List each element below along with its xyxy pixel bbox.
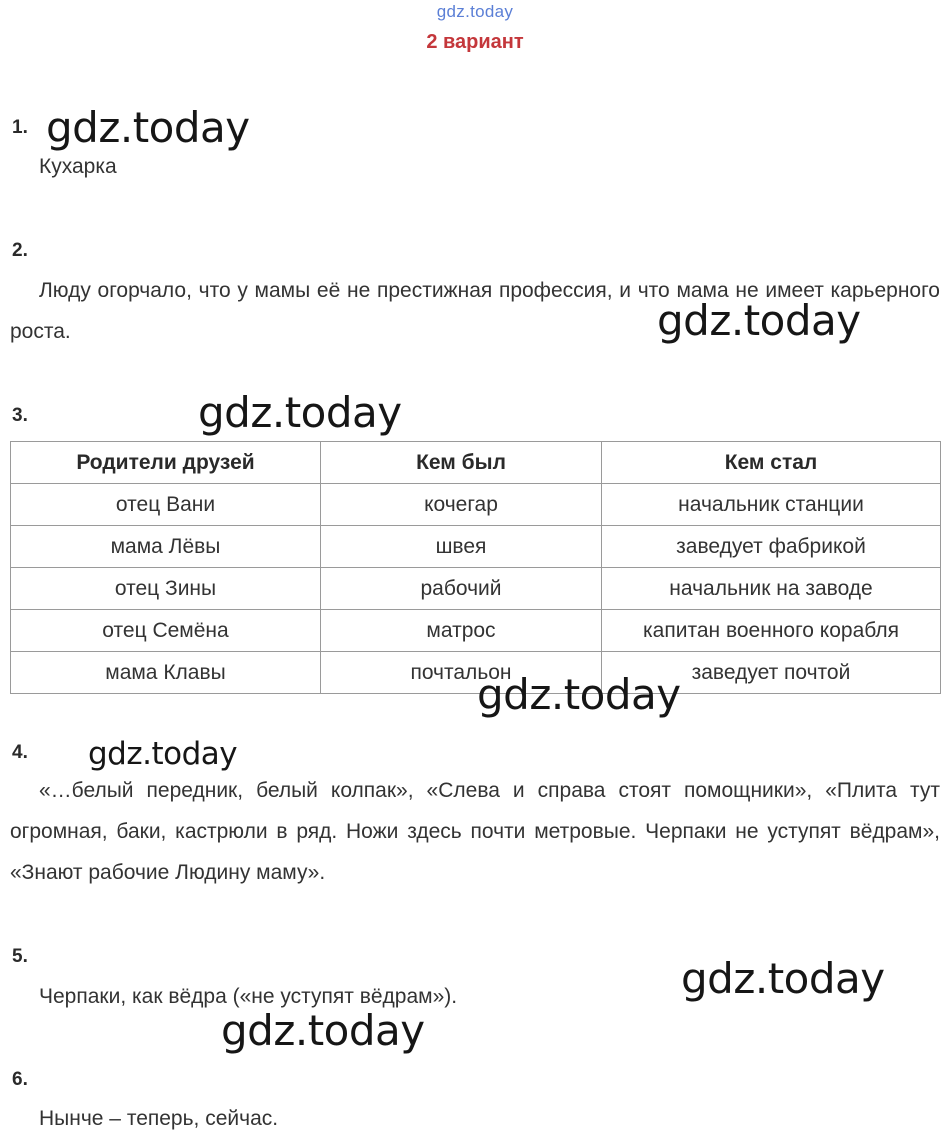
- table-row: [11, 484, 941, 526]
- question-number-5: 5.: [12, 946, 28, 967]
- variant-title: 2 вариант: [426, 31, 524, 53]
- question-number-3: 3.: [12, 405, 28, 426]
- question-number-2: 2.: [12, 240, 28, 261]
- table-header-row: [11, 442, 941, 484]
- answer-2: Люду огорчало, что у мамы её не престижная профессия, и что мама не имеет карьерного роста.: [10, 279, 940, 343]
- table-header-cell: Родители друзей: [11, 442, 321, 484]
- table-row: [11, 526, 941, 568]
- watermark: gdz.today: [46, 103, 250, 152]
- table-cell: капитан военного корабля: [602, 610, 941, 652]
- table-header-cell: Кем стал: [602, 442, 941, 484]
- table-cell: отец Вани: [11, 484, 321, 526]
- professions-table: [10, 441, 941, 694]
- question-number-4: 4.: [12, 742, 28, 763]
- table-cell: рабочий: [321, 568, 602, 610]
- table-cell: отец Зины: [11, 568, 321, 610]
- table-cell: матрос: [321, 610, 602, 652]
- answer-5: Черпаки, как вёдра («не уступят вёдрам»).: [39, 985, 458, 1008]
- watermark: gdz.today: [221, 1006, 425, 1055]
- table-cell: заведует почтой: [602, 652, 941, 694]
- site-logo[interactable]: gdz.today: [436, 2, 514, 21]
- table-cell: почтальон: [321, 652, 602, 694]
- table-cell: швея: [321, 526, 602, 568]
- table-cell: кочегар: [321, 484, 602, 526]
- answer-4: «…белый передник, белый колпак», «Слева и справа стоят помощники», «Плита тут огромная, баки, кастрюли в ряд. Ножи здесь почти метровые. Черпаки не уступят вёдрам», «Знают рабочие Людину маму».: [10, 779, 940, 884]
- watermark: gdz.today: [198, 388, 402, 437]
- question-number-6: 6.: [12, 1069, 28, 1090]
- table-cell: заведует фабрикой: [602, 526, 941, 568]
- watermark: gdz.today: [657, 296, 861, 345]
- watermark: gdz.today: [681, 954, 885, 1003]
- table-cell: отец Семёна: [11, 610, 321, 652]
- table-row: [11, 652, 941, 694]
- watermark: gdz.today: [88, 736, 238, 772]
- watermark: gdz.today: [477, 670, 681, 719]
- table-cell: начальник станции: [602, 484, 941, 526]
- table-cell: мама Клавы: [11, 652, 321, 694]
- answer-6: Нынче – теперь, сейчас.: [39, 1107, 279, 1130]
- table-header-cell: Кем был: [321, 442, 602, 484]
- table-row: [11, 610, 941, 652]
- table-row: [11, 568, 941, 610]
- answer-1: Кухарка: [39, 155, 117, 178]
- table-cell: мама Лёвы: [11, 526, 321, 568]
- table-cell: начальник на заводе: [602, 568, 941, 610]
- question-number-1: 1.: [12, 117, 28, 138]
